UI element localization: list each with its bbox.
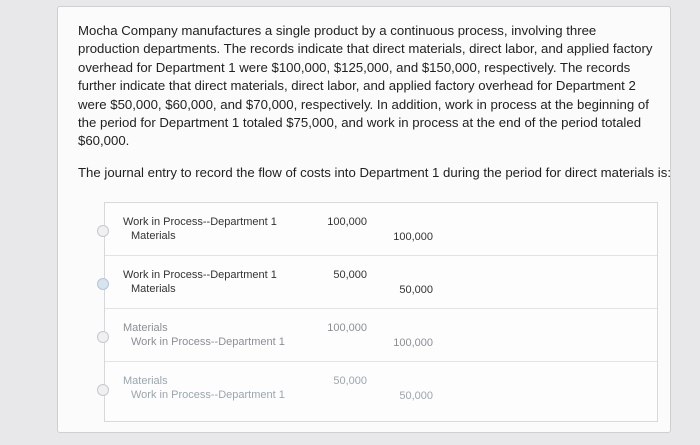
debit-amount: 50,000 — [333, 375, 367, 387]
credit-account: Work in Process--Department 1 — [131, 336, 285, 348]
credit-amount: 100,000 — [393, 231, 433, 243]
credit-account: Materials — [131, 283, 176, 295]
radio-button[interactable] — [97, 331, 109, 343]
credit-amount: 100,000 — [393, 337, 433, 349]
debit-account: Materials — [123, 322, 168, 334]
debit-account: Materials — [123, 375, 168, 387]
credit-account: Materials — [131, 230, 176, 242]
debit-amount: 100,000 — [327, 216, 367, 228]
credit-amount: 50,000 — [399, 390, 433, 402]
radio-button[interactable] — [97, 384, 109, 396]
problem-text: Mocha Company manufactures a single product by a continuous process, involving three production departments. The records indicate that direct materials, direct labor, and applied factory overhead for Department 1 were $100,000, $125,000, and $150,000, respectively. The records further indicate that direct materials, direct labor, and applied factory overhead for Department 2 were $50,000, $60,000, and $70,000, respectively. In addition, work in process at the beginning of the period for Department 1 totaled $75,000, and work in process at the end of the period totaled $60,000. — [78, 23, 653, 149]
debit-account: Work in Process--Department 1 — [123, 269, 277, 281]
credit-account: Work in Process--Department 1 — [131, 389, 285, 401]
credit-amount: 50,000 — [399, 284, 433, 296]
question-prompt: The journal entry to record the flow of costs into Department 1 during the period for direct materials is: — [78, 165, 671, 180]
answer-option-d[interactable] — [105, 361, 657, 414]
question-card — [57, 6, 671, 433]
radio-button[interactable] — [97, 225, 109, 237]
radio-button-selected[interactable] — [97, 278, 109, 290]
answer-options — [104, 202, 658, 422]
debit-account: Work in Process--Department 1 — [123, 216, 277, 228]
debit-amount: 50,000 — [333, 269, 367, 281]
debit-amount: 100,000 — [327, 322, 367, 334]
answer-option-b[interactable] — [105, 255, 657, 308]
answer-option-c[interactable] — [105, 308, 657, 361]
answer-option-a[interactable] — [105, 203, 657, 255]
